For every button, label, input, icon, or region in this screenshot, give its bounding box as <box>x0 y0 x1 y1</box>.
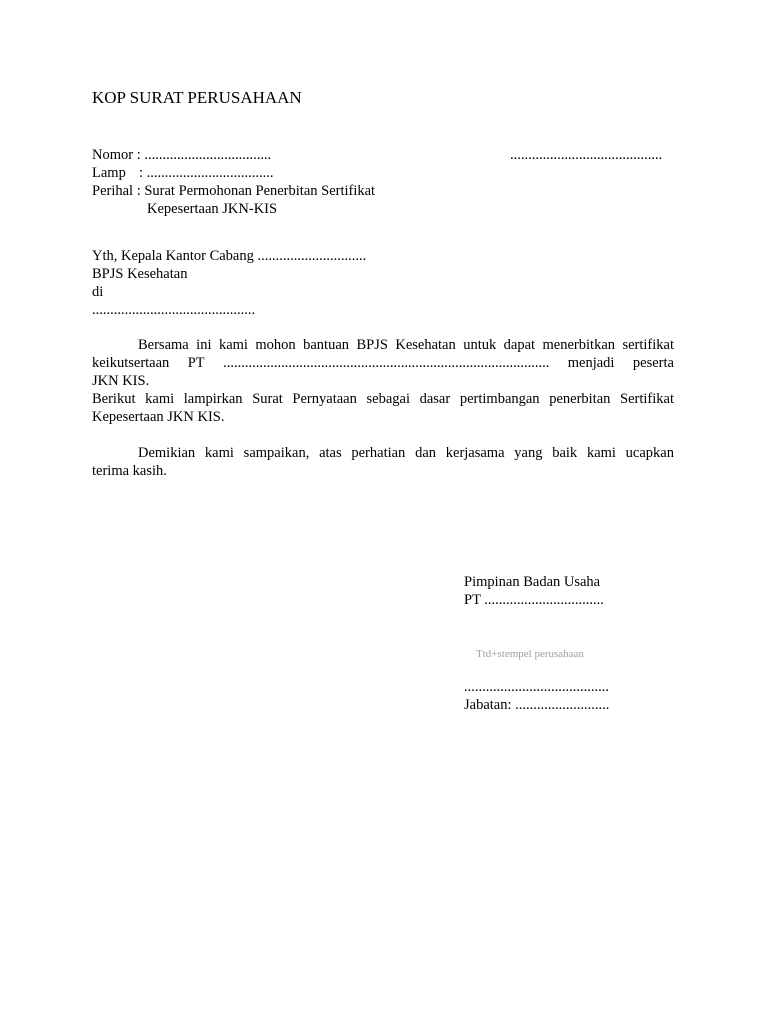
body-line <box>92 390 674 408</box>
body-word: .......................................................................................... <box>223 355 550 371</box>
signatory-name-line: ........................................ <box>464 679 609 695</box>
signatory-title: Pimpinan Badan Usaha <box>464 574 601 590</box>
recipient-org: BPJS Kesehatan <box>92 266 188 282</box>
recipient-location: ............................................. <box>92 302 256 318</box>
signatory-position: Jabatan: .......................... <box>464 697 610 713</box>
letter-body <box>92 336 674 480</box>
paragraph-request <box>92 336 674 390</box>
body-line: terima kasih. <box>92 463 167 479</box>
perihal-continuation: Kepesertaan JKN-KIS <box>147 201 278 217</box>
body-word: keikutsertaan <box>92 355 170 371</box>
signature-header <box>464 573 604 609</box>
nomor-line: Nomor : ................................... <box>92 147 272 163</box>
recipient-di: di <box>92 284 104 300</box>
letter-meta <box>92 146 375 218</box>
lamp-label: Lamp <box>92 165 126 181</box>
body-line: Kepesertaan JKN KIS. <box>92 409 225 425</box>
perihal-line: Perihal : Surat Permohonan Penerbitan Sertifikat <box>92 183 376 199</box>
lamp-line <box>92 164 375 182</box>
body-text: Berikut kami lampirkan Surat Pernyataan sebagai dasar pertimbangan penerbitan Sertifikat <box>92 391 674 407</box>
recipient-address <box>92 247 366 319</box>
stamp-note: Ttd+stempel perusahaan <box>476 648 584 660</box>
body-word: PT <box>187 355 205 371</box>
signatory-company: PT ................................. <box>464 592 604 608</box>
signature-footer <box>464 678 609 714</box>
body-word: menjadi <box>567 355 615 371</box>
body-line: JKN KIS. <box>92 373 150 389</box>
body-word: peserta <box>632 355 674 371</box>
date-placeholder: .......................................... <box>510 147 663 163</box>
body-text: Bersama ini kami mohon bantuan BPJS Kesehatan untuk dapat menerbitkan sertifikat <box>138 337 674 353</box>
body-line <box>92 336 674 354</box>
body-line <box>92 444 674 462</box>
body-text: Demikian kami sampaikan, atas perhatian dan kerjasama yang baik kami ucapkan <box>138 445 674 461</box>
paragraph-attachment <box>92 390 674 426</box>
lamp-value: : ................................... <box>139 165 274 181</box>
paragraph-closing <box>92 444 674 480</box>
body-line <box>92 354 674 372</box>
letterhead-title: KOP SURAT PERUSAHAAN <box>92 88 302 107</box>
recipient-line: Yth, Kepala Kantor Cabang .............................. <box>92 248 367 264</box>
